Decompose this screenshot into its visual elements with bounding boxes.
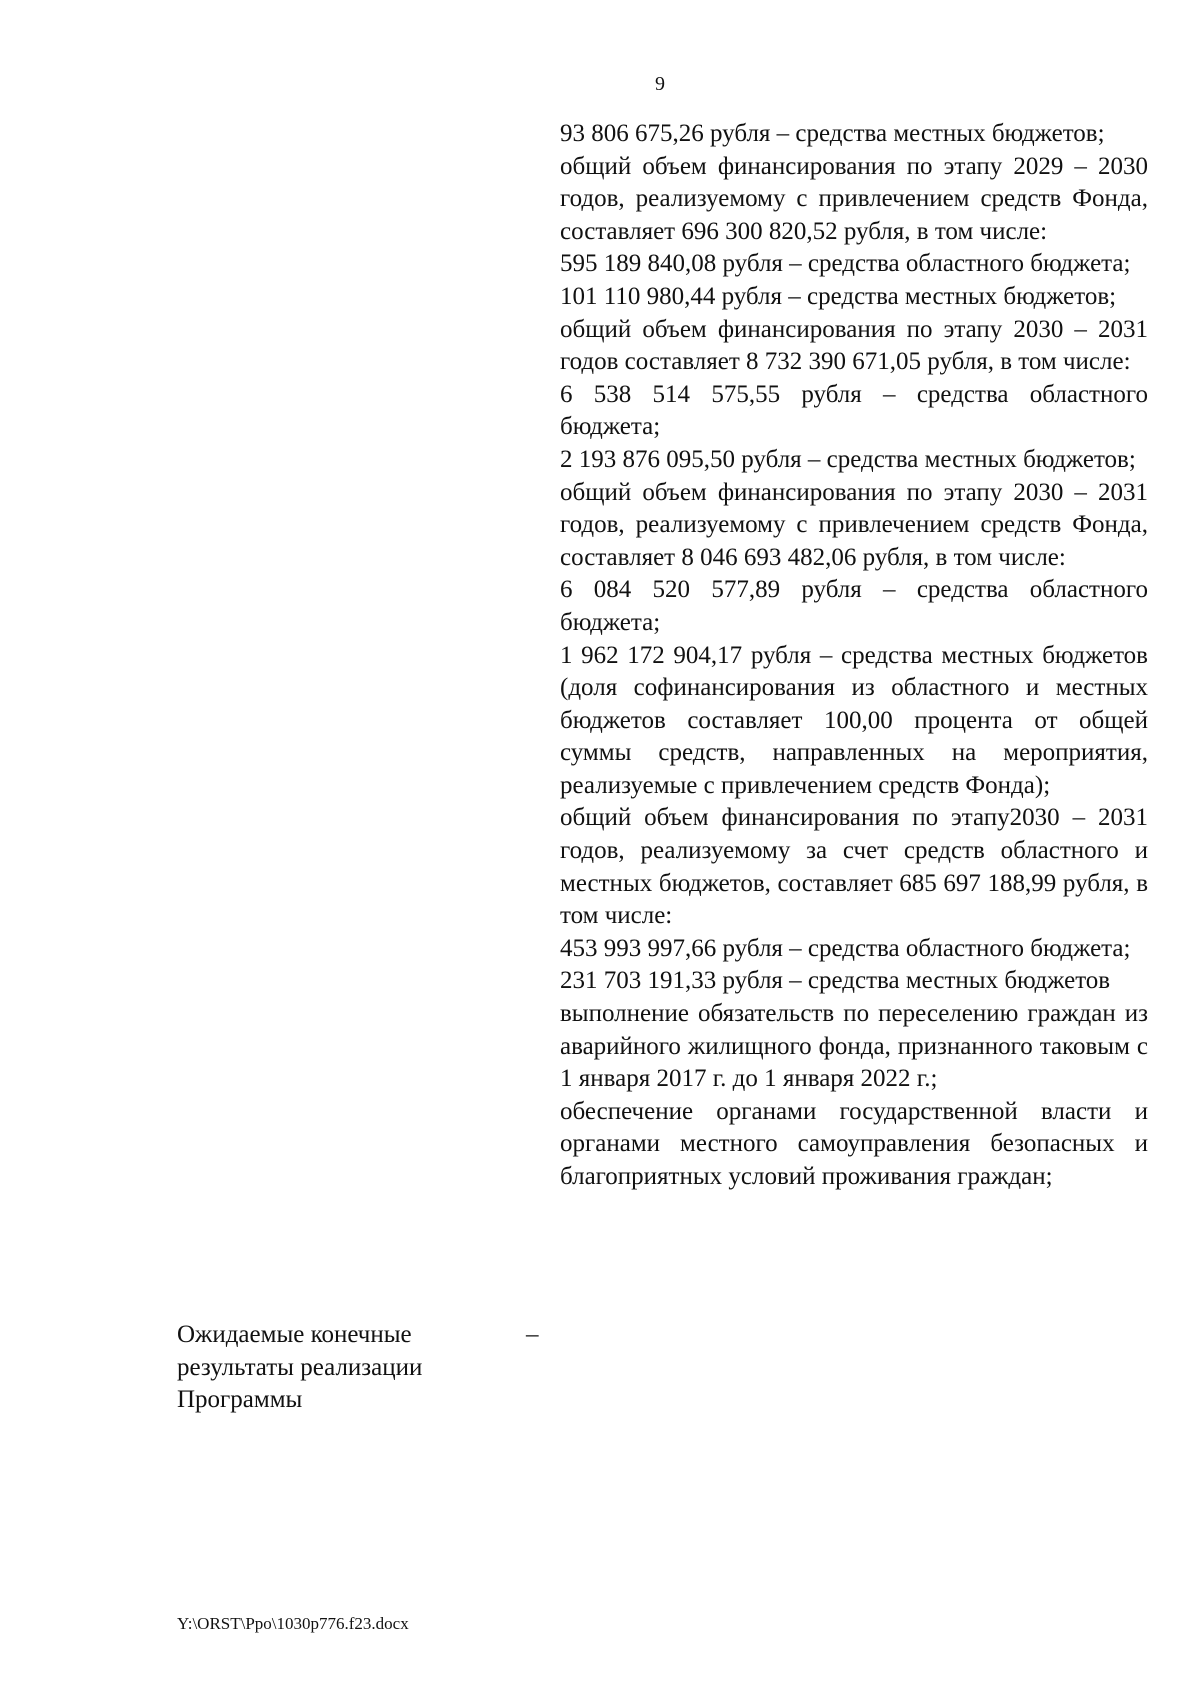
paragraph-regional-budget-2029-2030: 595 189 840,08 рубля – средства областного бюджета;: [560, 250, 1131, 278]
paragraph-total-2029-2030-fund: общий объем финансирования по этапу 2029 – 2030 годов, реализуемому с привлечением средств Фонда, составляет 696 300 820,52 рубля, в том числе:: [560, 152, 1148, 245]
paragraph-total-2030-2031-budgets: общий объем финансирования по этапу2030 – 2031 годов, реализуемому за счет средств областного и местных бюджетов, составляет 685 697 188,99 рубля, в том числе:: [560, 804, 1148, 930]
page-number: 9: [655, 73, 665, 95]
paragraph-local-budget-2030-2031-fund: 1 962 172 904,17 рубля – средства местных бюджетов (доля софинансирования из областного и местных бюджетов составляет 100,00 процента от общей суммы средств, направленных на мероприятия, реализуемые с привлечением средств Фонда);: [560, 641, 1148, 799]
section-label-expected-results: Ожидаемые конечные результаты реализации Программы: [177, 1321, 423, 1414]
paragraph-expected-result-safe-conditions: обеспечение органами государственной власти и органами местного самоуправления безопасных и благоприятных условий проживания граждан;: [560, 1097, 1148, 1190]
paragraph-expected-result-resettlement: выполнение обязательств по переселению граждан из аварийного жилищного фонда, признанного таковым с 1 января 2017 г. до 1 января 2022 г.;: [560, 1000, 1148, 1093]
paragraph-regional-budget-2030-2031: 6 538 514 575,55 рубля – средства областного бюджета;: [560, 380, 1148, 441]
paragraph-total-2030-2031-fund: общий объем финансирования по этапу 2030 – 2031 годов, реализуемому с привлечением средств Фонда, составляет 8 046 693 482,06 рубля, в том числе:: [560, 478, 1148, 571]
paragraph-regional-budget-2030-2031-budgets: 453 993 997,66 рубля – средства областного бюджета;: [560, 934, 1131, 962]
paragraph-regional-budget-2030-2031-fund: 6 084 520 577,89 рубля – средства областного бюджета;: [560, 576, 1148, 636]
section-dash: –: [526, 1321, 539, 1348]
passport-content-column: [560, 118, 1148, 1194]
paragraph-local-budget-2030-2031-budgets: 231 703 191,33 рубля – средства местных бюджетов: [560, 967, 1111, 995]
footer-file-path: Y:\ORST\Ppo\1030p776.f23.docx: [177, 1614, 409, 1633]
paragraph-local-budget-2029: 93 806 675,26 рубля – средства местных бюджетов;: [560, 120, 1105, 147]
paragraph-local-budget-2029-2030: 101 110 980,44 рубля – средства местных бюджетов;: [560, 282, 1117, 310]
paragraph-total-2030-2031: общий объем финансирования по этапу 2030 – 2031 годов составляет 8 732 390 671,05 рубля, в том числе:: [560, 315, 1148, 376]
paragraph-local-budget-2030-2031: 2 193 876 095,50 рубля – средства местных бюджетов;: [560, 445, 1136, 473]
